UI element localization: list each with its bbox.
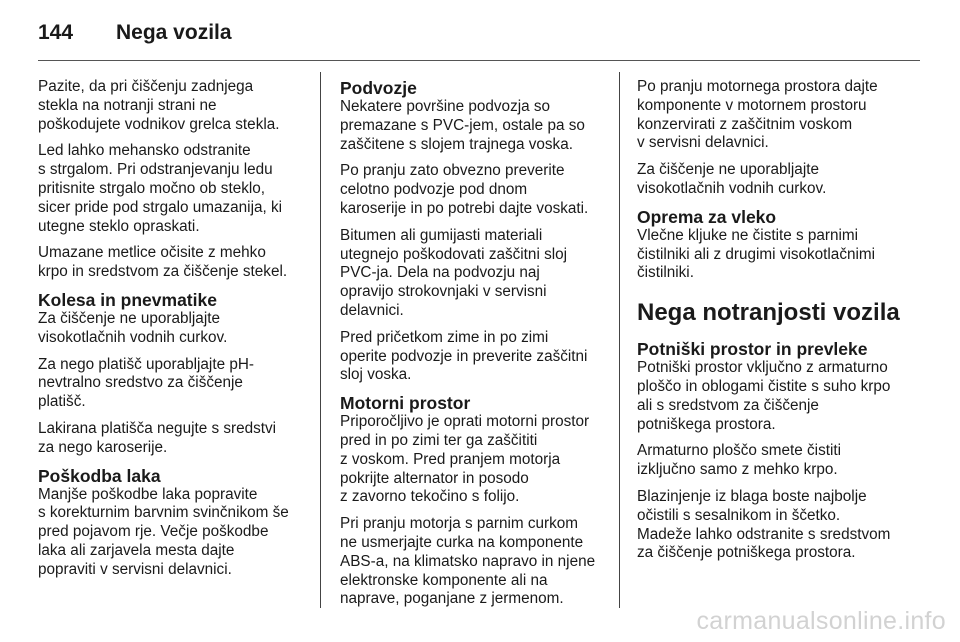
paragraph: Manjše poškodbe laka popravite s korekturnim barvnim svinčnikom še pred pojavom rje. Večje poškodbe laka ali zarjavela mesta dajte popraviti v servisni delavnici. <box>38 485 289 578</box>
subsection-heading: Kolesa in pnevmatike <box>38 289 217 310</box>
subsection-heading: Oprema za vleko <box>637 206 777 227</box>
paragraph: Za čiščenje ne uporabljajte visokotlačnih vodnih curkov. <box>637 161 827 197</box>
column-divider <box>619 72 620 608</box>
paragraph: Priporočljivo je oprati motorni prostor pred in po zimi ter ga zaščititi z voskom. Pred pranjem motorja pokrijte alternator in posodo z zavorno tekočino s folijo. <box>340 413 590 506</box>
page-title: Nega vozila <box>116 21 232 44</box>
paragraph: Blazinjenje iz blaga boste najbolje očistili s sesalnikom in ščetko. Madeže lahko odstranite s sredstvom za čiščenje potniškega prostora. <box>637 487 891 562</box>
subsection-heading: Poškodba laka <box>38 465 161 486</box>
paragraph: Pri pranju motorja s parnim curkom ne usmerjajte curka na komponente ABS-a, na klimatsko napravo in njene elektronske komponente ali na naprave, poganjane z jermenom. <box>340 515 596 608</box>
paragraph: Po pranju motornega prostora dajte komponente v motornem prostoru konzervirati z zaščitnim voskom v servisni delavnici. <box>637 78 878 152</box>
paragraph: Za čiščenje ne uporabljajte visokotlačnih vodnih curkov. <box>38 309 228 346</box>
paragraph: Armaturno ploščo smete čistiti izključno samo z mehko krpo. <box>637 442 842 479</box>
paragraph: Vlečne kljuke ne čistite s parnimi čistilniki ali z drugimi visokotlačnimi čistilniki. <box>637 226 876 282</box>
paragraph: Lakirana platišča negujte s sredstvi za nego karoserije. <box>38 419 277 456</box>
paragraph: Za nego platišč uporabljajte pH- nevtralno sredstvo za čiščenje platišč. <box>38 355 254 411</box>
column-2 <box>340 78 610 617</box>
column-1 <box>38 78 310 588</box>
paragraph: Pred pričetkom zime in po zimi operite podvozje in preverite zaščitni sloj voska. <box>340 328 588 384</box>
subsection-heading: Podvozje <box>340 78 417 98</box>
subsection-heading: Motorni prostor <box>340 393 471 414</box>
paragraph: Pazite, da pri čiščenju zadnjega stekla na notranji strani ne poškodujete vodnikov grelca stekla. <box>38 78 280 133</box>
header-rule <box>38 60 920 61</box>
page-number: 144 <box>38 21 74 44</box>
section-heading: Nega notranjosti vozila <box>637 299 900 327</box>
paragraph: Bitumen ali gumijasti materiali utegnejo poškodovati zaščitni sloj PVC-ja. Dela na podvozju naj opravijo strokovnjaki v servisni delavnici. <box>340 226 568 319</box>
paragraph: Led lahko mehansko odstranite s strgalom. Pri odstranjevanju ledu pritisnite strgalo močno ob steklo, sicer pride pod strgalo umazanija, ki utegne steklo opraskati. <box>38 142 283 235</box>
page-header <box>38 14 920 52</box>
subsection-heading: Potniški prostor in prevleke <box>637 339 868 360</box>
column-3 <box>637 78 912 571</box>
paragraph: Umazane metlice očisite z mehko krpo in sredstvom za čiščenje stekel. <box>38 244 288 281</box>
paragraph: Po pranju zato obvezno preverite celotno podvozje pod dnom karoserije in po potrebi dajte voskati. <box>340 162 589 217</box>
paragraph: Potniški prostor vključno z armaturno ploščo in oblogami čistite s suho krpo ali s sredstvom za čiščenje potniškega prostora. <box>637 359 891 433</box>
paragraph: Nekatere površine podvozja so premazane s PVC-jem, ostale pa so zaščitene s slojem trajnega voska. <box>340 98 585 153</box>
watermark: carmanualsonline.info <box>696 607 946 635</box>
column-divider <box>320 72 321 608</box>
